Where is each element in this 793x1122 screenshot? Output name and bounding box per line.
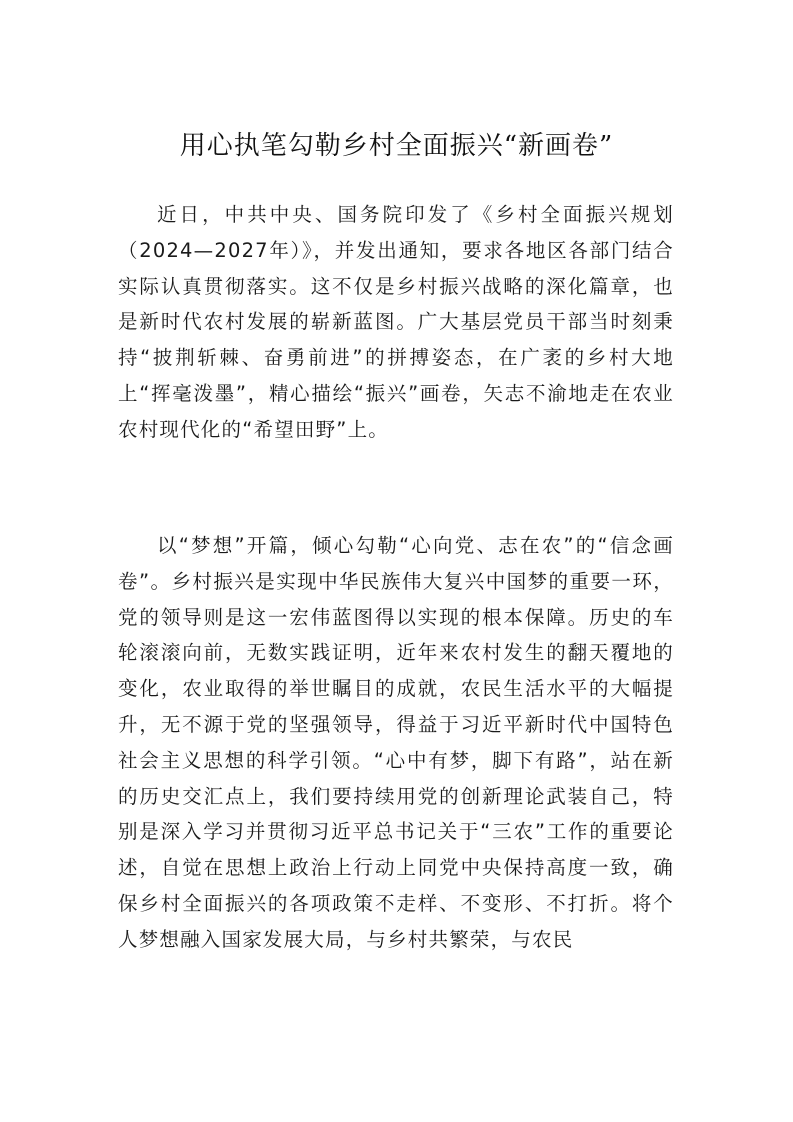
body-paragraph: 以“梦想”开篇，倾心勾勒“心向党、志在农”的“信念画卷”。乡村振兴是实现中华民族伟大复兴中国梦的重要一环，党的领导则是这一宏伟蓝图得以实现的根本保障。历史的车轮滚滚向前，无数实践证明，近年来农村发生的翻天覆地的变化，农业取得的举世瞩目的成就，农民生活水平的大幅提升，无不源于党的坚强领导，得益于习近平新时代中国特色社会主义思想的科学引领。“心中有梦，脚下有路”，站在新的历史交汇点上，我们要持续用党的创新理论武装自己，特别是深入学习并贯彻习近平总书记关于“三农”工作的重要论述，自觉在思想上政治上行动上同党中央保持高度一致，确保乡村全面振兴的各项政策不走样、不变形、不打折。将个人梦想融入国家发展大局，与乡村共繁荣，与农民: [118, 534, 674, 951]
body-paragraph: 近日，中共中央、国务院印发了《乡村全面振兴规划（2024—2027年）》，并发出通知，要求各地区各部门结合实际认真贯彻落实。这不仅是乡村振兴战略的深化篇章，也是新时代农村发展的崭新蓝图。广大基层党员干部当时刻秉持“披荆斩棘、奋勇前进”的拼搏姿态，在广袤的乡村大地上“挥毫泼墨”，精心描绘“振兴”画卷，矢志不渝地走在农业农村现代化的“希望田野”上。: [118, 203, 674, 441]
document-title: 用心执笔勾勒乡村全面振兴“新画卷”: [179, 131, 614, 161]
